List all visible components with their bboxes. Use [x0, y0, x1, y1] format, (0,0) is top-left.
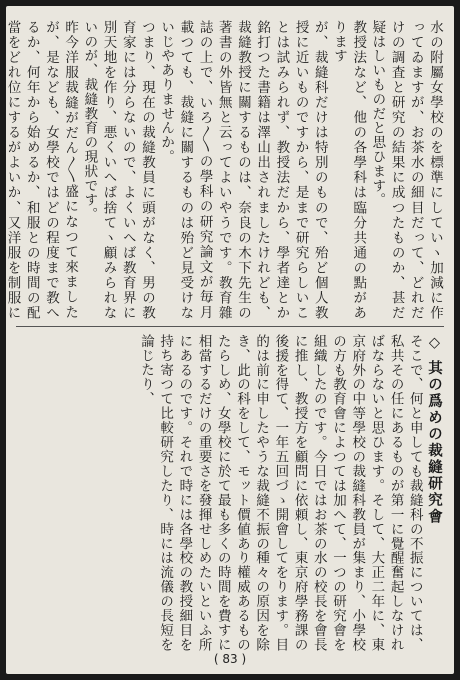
- section-divider: [16, 326, 444, 327]
- document-page: [6, 6, 454, 674]
- section-block: [20, 334, 444, 652]
- body-text-top: 水の附屬女學校のを標準にしていヽ加減に作ってゐますが、お茶水の細目だって、どれだけの調査と研究の結果に成つたものか、甚だ疑はしいものだと思ひます。 教授法など、他の各學科は臨分共通の點があります が、裁縫科だけは特別のもので、殆ど個人教授に近いものですから、是まで研究らしいことは試みられず、教授法だから、學者達とか銘打つた書籍は澤山出されましたけれども、裁縫教授に關するものは、奈良の木下先生の著書の外皆無と云ってよいやうです。教育雜誌の上で、いろ〳〵の學科の研究論文が毎月載つても、裁縫に關するものは殆ど見受けないじやありませんか。 つまり、現在の裁縫教員に頭がなく、男の教育家には分らないので、よくいへば教育界に別天地を作り、悪くいへば捨てヽ顧みられないのが、裁縫教育の現狀です。 昨今洋服裁縫がだん〳〵盛になつて來ましたが、是なども、女學校ではどの程度まで教へるか、何年から始めるか、和服との時間の配當をどれ位にするがよいか、又洋服を制服に: [4, 20, 443, 320]
- section-body-text: そこで、何と申しても裁縫科の不振については、私共その任にあるものが第一に覺醒奮起しなければならないと思ひます。そして、大正二年に、東京府外の中等學校の裁縫科教員が集まり、小學校の方も教育會によつては加へて、一つの研究會を組織したのです。今日ではお茶の水の校長を會長に推し、教授方を顧問に依頼し、東京府學務課の後援を得て、一年五回づゝ開會してをります。目的は前に申したやうな裁縫不振の種々の原因を除き、此の科をして、モット價値あり權威あるものたらしめ、女學校に於て最も多くの時間を費すに相當するだけの重要さを發揮せしめたいといふ所にあるのです。それで時には各學校の教授細目を持ち寄つて比較研究したり、時には流儀の長短を論じたり、: [137, 334, 423, 652]
- section-heading: ◇ 其の爲めの裁縫研究會: [426, 334, 443, 526]
- page-number: ( 83 ): [213, 652, 247, 666]
